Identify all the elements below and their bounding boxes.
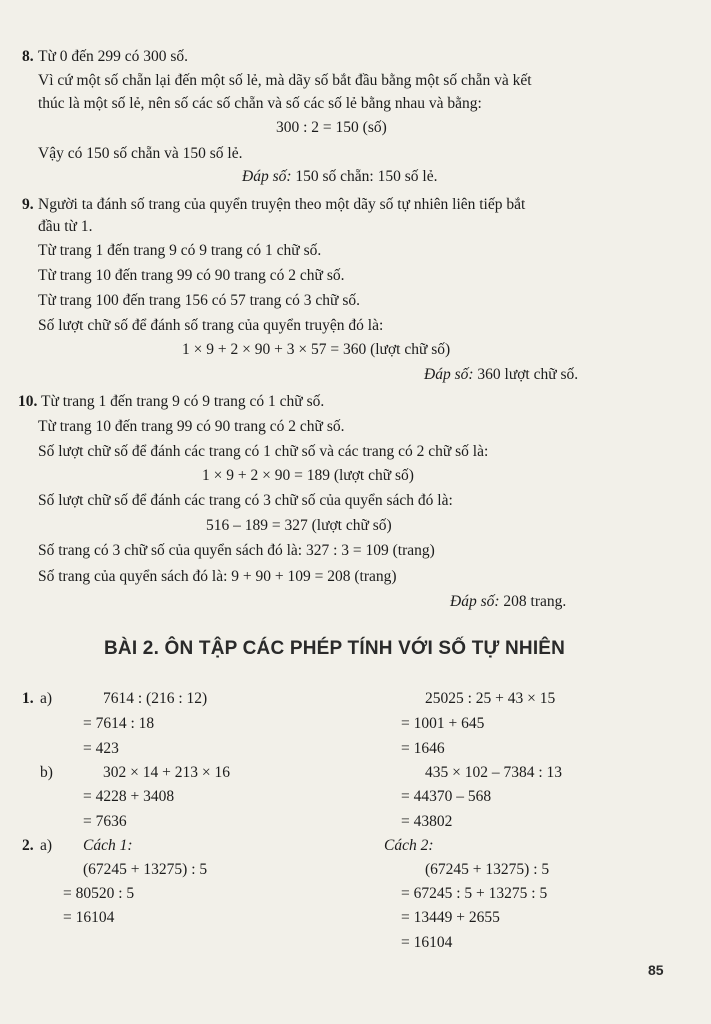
problem-10-line: Số trang có 3 chữ số của quyển sách đó là: 327 : 3 = 109 (trang)	[38, 542, 435, 559]
problem-10-answer	[450, 592, 566, 612]
exercise-1b-right-line: 435 × 102 – 7384 : 13	[425, 764, 563, 781]
exercise-2a-label: a)	[40, 837, 53, 854]
method-2-line: = 67245 : 5 + 13275 : 5	[401, 885, 548, 902]
problem-10-calc: 516 – 189 = 327 (lượt chữ số)	[206, 517, 392, 534]
problem-10-line: Số trang của quyển sách đó là: 9 + 90 + 109 = 208 (trang)	[38, 568, 397, 585]
problem-9-line: Số lượt chữ số để đánh số trang của quyển truyện đó là:	[38, 317, 384, 334]
method-1-line: = 16104	[63, 909, 115, 926]
answer-text: 150 số chẵn: 150 số lẻ.	[291, 168, 438, 185]
problem-9-line: Người ta đánh số trang của quyển truyện theo một dãy số tự nhiên liên tiếp bắt	[38, 196, 526, 213]
problem-9-number: 9.	[22, 196, 34, 213]
problem-9-line: Từ trang 10 đến trang 99 có 90 trang có 2 chữ số.	[38, 267, 345, 284]
exercise-1a-right-line: = 1001 + 645	[401, 715, 485, 732]
problem-8-line: Vì cứ một số chẵn lại đến một số lẻ, mà dãy số bắt đầu bằng một số chẵn và kết	[38, 72, 532, 89]
exercise-1b-left-line: = 7636	[83, 813, 127, 830]
problem-8-answer	[242, 167, 437, 187]
problem-10-line: Từ trang 10 đến trang 99 có 90 trang có 2 chữ số.	[38, 418, 345, 435]
exercise-1b-right-line: = 43802	[401, 813, 453, 830]
exercise-1a-left-line: 7614 : (216 : 12)	[103, 690, 208, 707]
method-1-line: (67245 + 13275) : 5	[83, 861, 208, 878]
problem-8-number: 8.	[22, 48, 34, 65]
method-2-line: (67245 + 13275) : 5	[425, 861, 550, 878]
problem-9-answer	[424, 365, 578, 385]
problem-10-line: Số lượt chữ số để đánh các trang có 1 chữ số và các trang có 2 chữ số là:	[38, 443, 489, 460]
section-heading: BÀI 2. ÔN TẬP CÁC PHÉP TÍNH VỚI SỐ TỰ NHIÊN	[104, 638, 566, 659]
problem-10-line: Số lượt chữ số để đánh các trang có 3 chữ số của quyển sách đó là:	[38, 492, 453, 509]
exercise-1a-right-line: = 1646	[401, 740, 445, 757]
exercise-1a-left-line: = 7614 : 18	[83, 715, 155, 732]
exercise-1b-label: b)	[40, 764, 53, 781]
exercise-1b-left-line: = 4228 + 3408	[83, 788, 175, 805]
problem-10-line: Từ trang 1 đến trang 9 có 9 trang có 1 chữ số.	[41, 393, 325, 410]
answer-label: Đáp số:	[450, 593, 500, 610]
exercise-1a-label: a)	[40, 690, 53, 707]
method-2-line: = 16104	[401, 934, 453, 951]
page-number: 85	[648, 962, 664, 978]
problem-9-line: Từ trang 100 đến trang 156 có 57 trang có 3 chữ số.	[38, 292, 360, 309]
method-2-label: Cách 2:	[384, 837, 434, 854]
exercise-1a-right-line: 25025 : 25 + 43 × 15	[425, 690, 556, 707]
problem-10-number: 10.	[18, 393, 38, 410]
answer-label: Đáp số:	[242, 168, 292, 185]
exercise-1a-left-line: = 423	[83, 740, 119, 757]
method-2-line: = 13449 + 2655	[401, 909, 500, 926]
method-1-line: = 80520 : 5	[63, 885, 135, 902]
exercise-1b-right-line: = 44370 – 568	[401, 788, 492, 805]
problem-8-line: thúc là một số lẻ, nên số các số chẵn và số các số lẻ bằng nhau và bằng:	[38, 95, 482, 112]
problem-10-calc: 1 × 9 + 2 × 90 = 189 (lượt chữ số)	[202, 467, 414, 484]
problem-9-line: đầu từ 1.	[38, 218, 93, 235]
problem-8-line: Vậy có 150 số chẵn và 150 số lẻ.	[38, 145, 243, 162]
answer-text: 360 lượt chữ số.	[473, 366, 579, 383]
problem-9-line: Từ trang 1 đến trang 9 có 9 trang có 1 chữ số.	[38, 242, 322, 259]
exercise-1-number: 1.	[22, 690, 34, 707]
method-1-label: Cách 1:	[83, 837, 133, 854]
problem-8-line: Từ 0 đến 299 có 300 số.	[38, 48, 189, 65]
problem-8-calc: 300 : 2 = 150 (số)	[276, 119, 387, 136]
answer-text: 208 trang.	[499, 593, 567, 610]
answer-label: Đáp số:	[424, 366, 474, 383]
exercise-1b-left-line: 302 × 14 + 213 × 16	[103, 764, 230, 781]
problem-9-calc: 1 × 9 + 2 × 90 + 3 × 57 = 360 (lượt chữ số)	[182, 341, 451, 358]
exercise-2-number: 2.	[22, 837, 34, 854]
